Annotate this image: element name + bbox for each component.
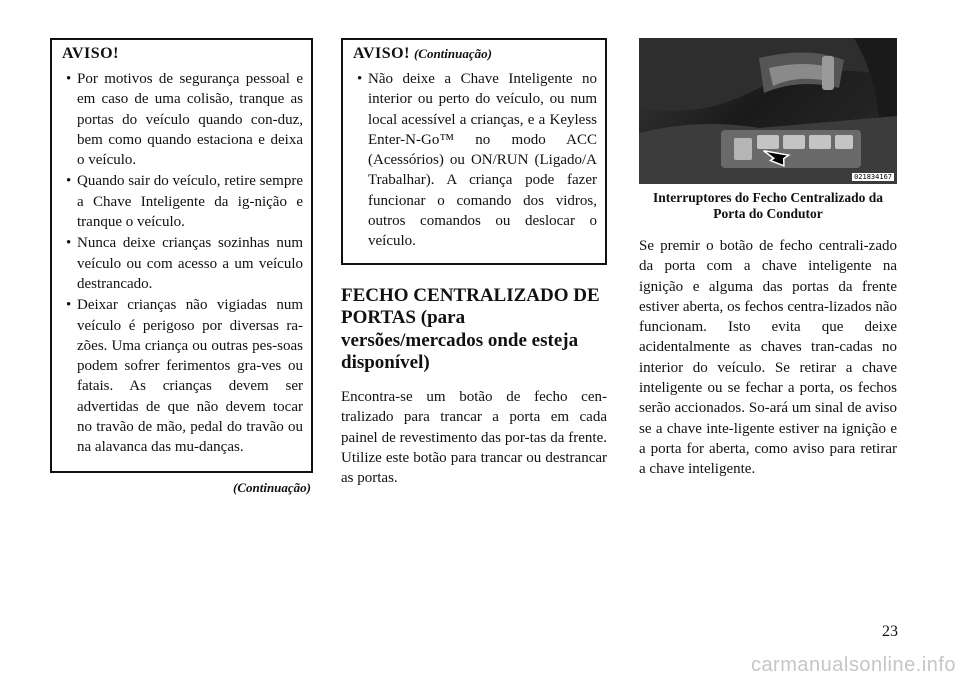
warning-item: • Quando sair do veículo, retire sempre a Chave Inteligente da ig-nição e tranque o veículo.	[62, 171, 303, 232]
warning-item: • Nunca deixe crianças sozinhas num veículo ou com acesso a um veículo destrancado.	[62, 233, 303, 294]
warning-continued-label: (Continuação)	[413, 46, 492, 61]
warning-item: • Não deixe a Chave Inteligente no interior ou perto do veículo, ou num local acessível a crianças, e a Keyless Enter-N-Go™ no modo ACC (Acessórios) ou ON/RUN (Ligado/A Trabalhar). A criança pode fazer funcionar o comando dos vidros, outros comandos ou deslocar o veículo.	[353, 69, 597, 252]
warning-item: • Por motivos de segurança pessoal e em caso de uma colisão, tranque as portas do veículo quando con-duz, bem como quando estaciona e deixa o veículo.	[62, 69, 303, 170]
warning-box	[50, 38, 313, 473]
image-caption: Interruptores do Fecho Centralizado da Porta do Condutor	[653, 190, 883, 221]
warning-list	[62, 69, 303, 458]
page-number: 23	[882, 623, 898, 640]
image-code: 021834167	[854, 173, 892, 181]
section-heading: FECHO CENTRALIZADO DE PORTAS (para versões/mercados onde esteja disponível)	[341, 284, 600, 374]
watermark: carmanualsonline.info	[750, 654, 956, 676]
door-lock-switch-photo	[639, 38, 897, 184]
warning-title: AVISO! (Continuação)	[353, 45, 492, 62]
continued-note: (Continuação)	[232, 479, 311, 495]
section-paragraph: Se premir o botão de fecho centrali-zado da porta com a chave inteligente na ignição e alguma das portas da frente estiver aberta, os fechos centra-lizados não funcionam. Isto evita que deixe acidentalmente as chaves tran-cadas no interior do veículo. Se retirar a chave inteligente ou se fechar a porta, os fechos serão accionados. So-ará um sinal de aviso se a chave inte-ligente estiver na ignição e a porta for aberta, como aviso para retirar a chave inteligente.	[639, 238, 897, 478]
warning-item: • Deixar crianças não vigiadas num veículo é perigoso por diversas ra-zões. Uma criança ou outras pes-soas podem sofrer ferimentos gra-ves ou fatais. As crianças devem ser advertidas de que não devem tocar no travão de mão, pedal do travão ou na alavanca das mu-danças.	[62, 295, 303, 457]
warning-box-continued	[341, 38, 607, 265]
middle-column	[341, 38, 607, 489]
section-paragraph: Encontra-se um botão de fecho cen-tralizado para trancar a porta em cada painel de revestimento das por-tas da frente. Utilize este botão para trancar ou destrancar as portas.	[341, 389, 607, 487]
right-column	[639, 38, 897, 480]
left-column	[50, 38, 313, 496]
warning-title: AVISO!	[62, 45, 119, 62]
warning-list	[353, 69, 597, 252]
